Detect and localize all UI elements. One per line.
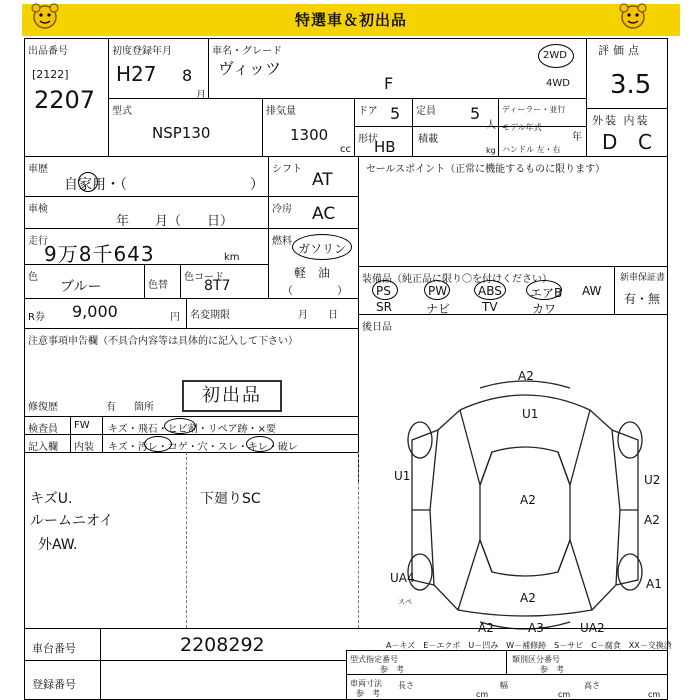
- class-ref: 参 考: [540, 665, 564, 674]
- class-label: 類別区分番号: [512, 655, 560, 664]
- dims-unit-3: cm: [648, 690, 661, 699]
- load-label: 積載: [418, 134, 438, 145]
- header-bar: [22, 4, 680, 36]
- disp-label: 排気量: [266, 106, 296, 117]
- plate-label: 登録番号: [32, 678, 76, 691]
- int-wear-circle: [246, 436, 274, 452]
- mark-rear-left: A2: [478, 621, 494, 635]
- fuel-label: 燃料: [272, 236, 292, 247]
- fw-label: FW: [74, 420, 90, 431]
- equip-pw-circle: [424, 280, 450, 300]
- dims-unit-2: cm: [558, 690, 571, 699]
- score-label: 評価点: [598, 44, 643, 57]
- seats-value: 5: [470, 104, 481, 123]
- mark-rear-center: A3: [528, 621, 544, 635]
- dims-ref: 参 考: [356, 689, 380, 698]
- colorcode-label: 色コード: [184, 272, 224, 283]
- history-circle: [78, 172, 98, 192]
- mileage-value: 9万8千643: [44, 242, 155, 266]
- mark-trunk: A2: [520, 591, 536, 605]
- ext-int-label: 外装 内装: [592, 114, 650, 127]
- recycle-label: R券: [28, 312, 45, 323]
- int-items: キズ・汚レ・コゲ・穴・スレ・キレ・破レ: [108, 442, 298, 453]
- car-damage-diagram: [380, 360, 670, 640]
- mileage-label: 走行: [28, 236, 48, 247]
- seats-unit: 人: [486, 120, 496, 131]
- mark-rear-right: UA2: [580, 621, 605, 635]
- type-value: NSP130: [152, 124, 211, 142]
- dealer-label: ディーラー・並行: [502, 105, 566, 114]
- model-label: モデル年式: [502, 123, 542, 132]
- mark-right-front: U2: [644, 473, 661, 487]
- doors-label: ドア: [358, 106, 378, 117]
- equip-label: 装備品（純正品に限り〇を付けください）: [362, 274, 552, 285]
- grade-value: F: [384, 74, 394, 93]
- disp-value: 1300: [290, 126, 329, 144]
- mark-front-bumper: A2: [518, 369, 534, 383]
- load-unit: kg: [486, 146, 496, 155]
- entry-label: 記入欄: [28, 442, 58, 453]
- chassis-label: 車台番号: [32, 642, 76, 655]
- mark-left-front: U1: [394, 469, 411, 483]
- ext-grade: D: [602, 130, 618, 154]
- equip-sr: SR: [376, 300, 392, 314]
- recycle-value: 9,000: [72, 302, 118, 321]
- fw-stone-circle: [164, 418, 196, 434]
- equip-navi: ナビ: [426, 302, 451, 316]
- sheet-title: 特選車＆初出品: [294, 11, 407, 29]
- fw-items: キズ・飛石・ヒビ割・リペア跡・×要: [108, 424, 276, 435]
- repair-value: 有: [106, 402, 116, 413]
- inspect-value: 年 月（ 日）: [116, 214, 234, 229]
- ac-label: 冷房: [272, 204, 292, 215]
- remark-3: 外AW.: [38, 537, 78, 553]
- model-unit: 年: [572, 132, 582, 143]
- lot-number: 2207: [34, 86, 96, 114]
- equip-airbag: エアB: [530, 286, 563, 300]
- remark-1: キズU.: [30, 491, 73, 507]
- history-close: ）: [250, 177, 264, 193]
- equip-pw: PW: [428, 284, 448, 298]
- history-value: 自家用・（: [64, 177, 127, 193]
- disp-unit: cc: [340, 144, 351, 155]
- equip-leather: カワ: [532, 302, 557, 316]
- drive-4wd: 4WD: [546, 78, 570, 89]
- drive-2wd: 2WD: [543, 50, 567, 61]
- mileage-unit: km: [224, 252, 240, 263]
- remark-2: ルームニオイ: [30, 513, 114, 529]
- score-value: 3.5: [610, 70, 652, 100]
- doors-value: 5: [390, 104, 401, 123]
- mascot-right-icon: [618, 2, 648, 30]
- name-change-label: 名変期限: [190, 310, 230, 321]
- equip-ps-circle: [372, 280, 398, 300]
- equip-ps: PS: [376, 284, 391, 298]
- int-label: 内装: [74, 442, 94, 453]
- reg-month-unit: 月: [196, 90, 206, 101]
- reg-era: H27: [116, 62, 157, 86]
- equip-airbag-circle: [526, 280, 562, 300]
- warranty-value: 有・無: [624, 292, 661, 306]
- reg-label: 初度登録年月: [112, 46, 172, 57]
- repair-label: 修復歴: [28, 402, 58, 413]
- mark-right-wheel: A1: [646, 577, 662, 591]
- dims-height: 高さ: [584, 681, 600, 690]
- mark-hood: U1: [522, 407, 539, 421]
- recycle-unit: 円: [170, 312, 180, 323]
- dims-length: 長さ: [398, 681, 414, 690]
- cert-label: 型式指定番号: [350, 655, 398, 664]
- remark-right: 下廻りSC: [200, 491, 261, 507]
- fuel-circle: [292, 234, 352, 260]
- shape-label: 形状: [358, 134, 378, 145]
- ac-value: AC: [312, 204, 336, 224]
- lot-label: 出品番号: [28, 46, 68, 57]
- equip-aw: AW: [582, 284, 602, 298]
- shape-value: HB: [374, 138, 396, 156]
- type-label: 型式: [112, 106, 132, 117]
- sales-label: セールスポイント（正常に機能するものに限ります）: [366, 164, 606, 175]
- dims-width: 幅: [500, 681, 508, 690]
- fuel-diesel: 軽 油: [294, 266, 331, 280]
- shift-value: AT: [312, 170, 333, 190]
- handle-label: ハンドル 左・右: [502, 145, 561, 154]
- lot-code: [2122]: [32, 68, 69, 81]
- reg-month: 8: [182, 66, 193, 85]
- fuel-gas: ガソリン: [298, 242, 347, 256]
- colorcode-value: 8T7: [204, 278, 231, 294]
- warranty-label: 新車保証書: [620, 273, 666, 283]
- mascot-left-icon: [30, 2, 60, 30]
- first-listing-stamp: 初出品: [182, 380, 282, 412]
- cert-ref: 参 考: [380, 665, 404, 674]
- equip-abs: ABS: [478, 284, 502, 298]
- car-name: ヴィッツ: [218, 59, 282, 78]
- mirror-label: スペ: [398, 598, 412, 606]
- name-change-value: 月 日: [298, 310, 338, 321]
- rear-label: 後日品: [362, 322, 392, 333]
- color-value: ブルー: [60, 279, 102, 295]
- color-label: 色: [28, 272, 38, 283]
- equip-tv: TV: [482, 300, 498, 314]
- int-grade: C: [638, 130, 652, 154]
- mark-roof: A2: [520, 493, 536, 507]
- colorno-label: 色替: [148, 280, 168, 291]
- chassis-value: 2208292: [180, 634, 265, 656]
- seats-label: 定員: [416, 106, 436, 117]
- mark-right-rear: A2: [644, 513, 660, 527]
- shift-label: シフト: [272, 164, 302, 175]
- int-stain-circle: [144, 436, 172, 452]
- dims-unit-1: cm: [476, 690, 489, 699]
- mark-left-rear: UA4: [390, 571, 415, 585]
- inspect-label: 車検: [28, 204, 48, 215]
- legend: A－キズ E－エクボ U－凹み W－補修跡 S－サビ C－腐食 XX－交換済: [386, 641, 672, 650]
- check-label: 検査員: [28, 424, 58, 435]
- car-label: 車名・グレード: [212, 46, 282, 57]
- dims-label: 車両寸法: [350, 679, 382, 688]
- fuel-paren: （ ）: [282, 284, 348, 297]
- history-label: 車歴: [28, 164, 48, 175]
- repair-suffix: 箇所: [134, 402, 154, 413]
- equip-abs-circle: [474, 280, 506, 300]
- notes-label: 注意事項申告欄（不具合内容等は具体的に記入して下さい）: [28, 336, 298, 347]
